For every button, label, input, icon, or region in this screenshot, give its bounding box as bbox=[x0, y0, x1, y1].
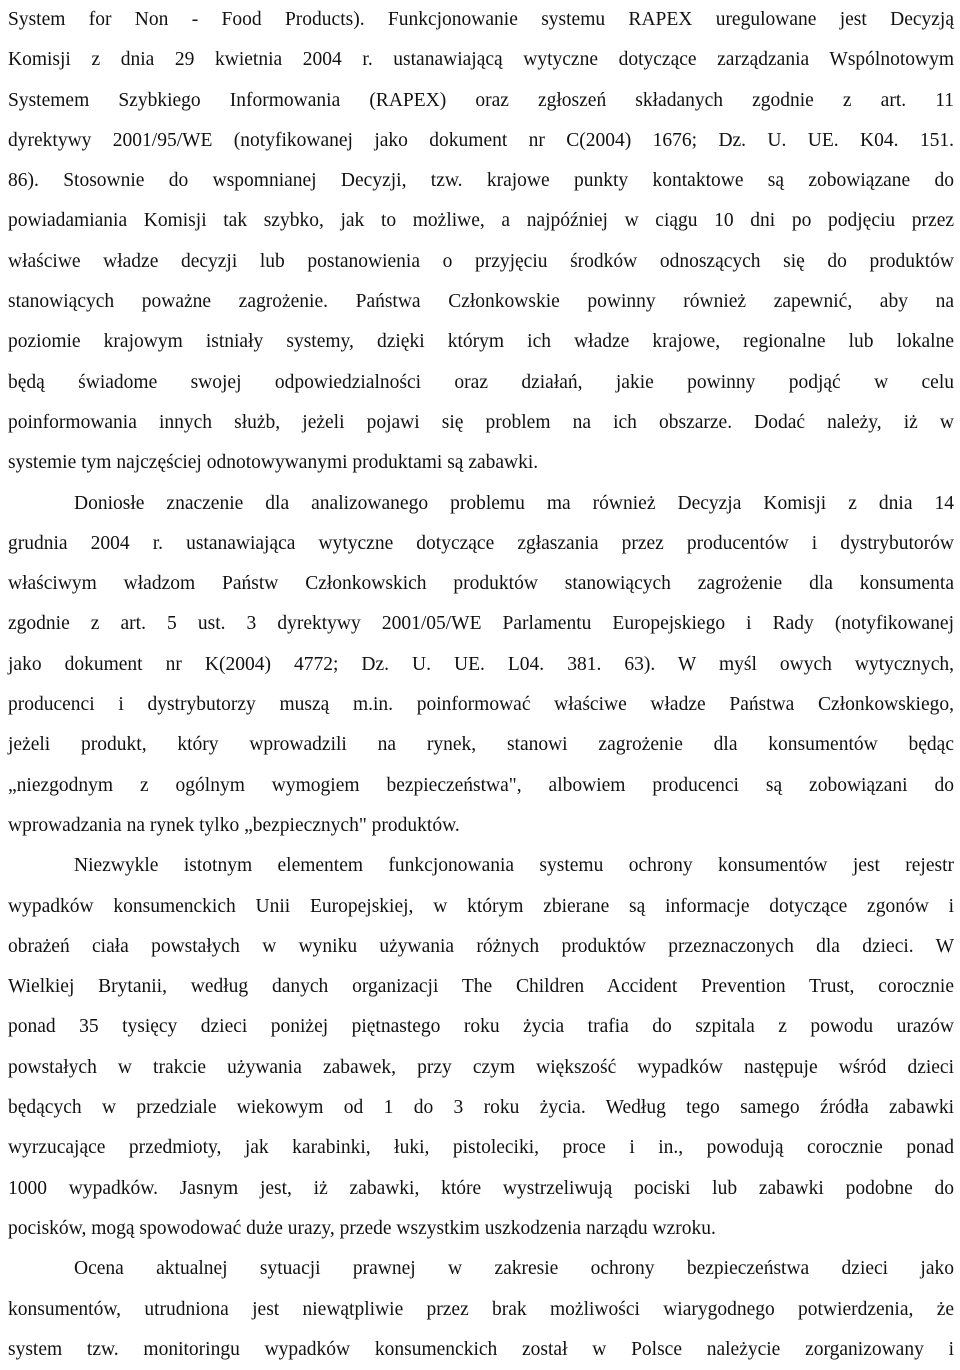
paragraph-decision-2004 bbox=[8, 484, 954, 847]
paragraph-rapex bbox=[8, 0, 954, 484]
text-line: powiadamiania Komisji tak szybko, jak to możliwe, a najpóźniej w ciągu 10 dni po podjęciu przez bbox=[8, 210, 954, 232]
text-line: powstałych w trakcie używania zabawek, przy czym większość wypadków następuje wśród dzieci bbox=[8, 1056, 954, 1078]
text-line: Wielkiej Brytanii, według danych organizacji The Children Accident Prevention Trust, corocznie bbox=[8, 976, 954, 998]
text-line: systemie tym najczęściej odnotowywanymi produktami są zabawki. bbox=[8, 452, 539, 474]
text-line: producenci i dystrybutorzy muszą m.in. poinformować właściwe władze Państwa Członkowskiego, bbox=[8, 694, 954, 716]
text-line: właściwe władze decyzji lub postanowienia o przyjęciu środków odnoszących się do produktów bbox=[8, 250, 954, 272]
text-line: Ocena aktualnej sytuacji prawnej w zakresie ochrony bezpieczeństwa dzieci jako bbox=[74, 1258, 954, 1280]
paragraph-assessment bbox=[8, 1249, 954, 1370]
text-line: Niezwykle istotnym elementem funkcjonowania systemu ochrony konsumentów jest rejestr bbox=[74, 855, 954, 877]
text-line: Komisji z dnia 29 kwietnia 2004 r. ustanawiającą wytyczne dotyczące zarządzania Wspólnotowym bbox=[8, 49, 954, 71]
text-line: wprowadzania na rynek tylko „bezpiecznych" produktów. bbox=[8, 814, 460, 836]
text-line: pocisków, mogą spowodować duże urazy, przede wszystkim uszkodzenia narządu wzroku. bbox=[8, 1217, 716, 1239]
text-line: System for Non - Food Products). Funkcjonowanie systemu RAPEX uregulowane jest Decyzją bbox=[8, 9, 954, 30]
text-line: dyrektywy 2001/95/WE (notyfikowanej jako dokument nr C(2004) 1676; Dz. U. UE. K04. 151. bbox=[8, 129, 954, 151]
text-line: stanowiących poważne zagrożenie. Państwa Członkowskie powinny również zapewnić, aby na bbox=[8, 291, 954, 313]
text-line: poziomie krajowym istniały systemy, dzięki którym ich władze krajowe, regionalne lub lokalne bbox=[8, 331, 954, 353]
text-line: ponad 35 tysięcy dzieci poniżej piętnastego roku życia trafia do szpitala z powodu urazów bbox=[8, 1016, 954, 1038]
text-line: „niezgodnym z ogólnym wymogiem bezpieczeństwa", albowiem producenci są zobowiązani do bbox=[8, 774, 954, 796]
text-line: 86). Stosownie do wspomnianej Decyzji, tzw. krajowe punkty kontaktowe są zobowiązane do bbox=[8, 170, 954, 192]
text-line: wypadków konsumenckich Unii Europejskiej, w którym zbierane są informacje dotyczące zgonów i bbox=[8, 895, 954, 917]
paragraph-accident-register bbox=[8, 846, 954, 1249]
text-line: konsumentów, utrudniona jest niewątpliwie przez brak możliwości wiarygodnego potwierdzenia, że bbox=[8, 1298, 954, 1320]
text-line: będących w przedziale wiekowym od 1 do 3 roku życia. Według tego samego źródła zabawki bbox=[8, 1097, 954, 1119]
text-line: właściwym władzom Państw Członkowskich produktów stanowiących zagrożenie dla konsumenta bbox=[8, 573, 954, 595]
text-line: obrażeń ciała powstałych w wyniku używania różnych produktów przeznaczonych dla dzieci. W bbox=[8, 935, 954, 957]
text-line: wyrzucające przedmioty, jak karabinki, łuki, pistoleciki, proce i in., powodują corocznie ponad bbox=[8, 1137, 954, 1159]
text-line: Doniosłe znaczenie dla analizowanego problemu ma również Decyzja Komisji z dnia 14 bbox=[74, 492, 954, 514]
text-line: system tzw. monitoringu wypadków konsumenckich został w Polsce należycie zorganizowany i bbox=[8, 1338, 954, 1360]
text-line: zgodnie z art. 5 ust. 3 dyrektywy 2001/05/WE Parlamentu Europejskiego i Rady (notyfikowanej bbox=[8, 613, 954, 635]
text-line: 1000 wypadków. Jasnym jest, iż zabawki, które wystrzeliwują pociski lub zabawki podobne do bbox=[8, 1177, 954, 1199]
text-line: grudnia 2004 r. ustanawiająca wytyczne dotyczące zgłaszania przez producentów i dystrybutorów bbox=[8, 532, 954, 554]
text-line: jeżeli produkt, który wprowadzili na rynek, stanowi zagrożenie dla konsumentów będąc bbox=[8, 734, 954, 756]
text-line: jako dokument nr K(2004) 4772; Dz. U. UE. L04. 381. 63). W myśl owych wytycznych, bbox=[8, 653, 954, 675]
document-page bbox=[8, 0, 954, 1370]
text-line: poinformowania innych służb, jeżeli pojawi się problem na ich obszarze. Dodać należy, iż w bbox=[8, 411, 954, 433]
text-line: Systemem Szybkiego Informowania (RAPEX) oraz zgłoszeń składanych zgodnie z art. 11 bbox=[8, 89, 954, 111]
text-line: będą świadome swojej odpowiedzialności oraz działań, jakie powinny podjąć w celu bbox=[8, 371, 954, 393]
